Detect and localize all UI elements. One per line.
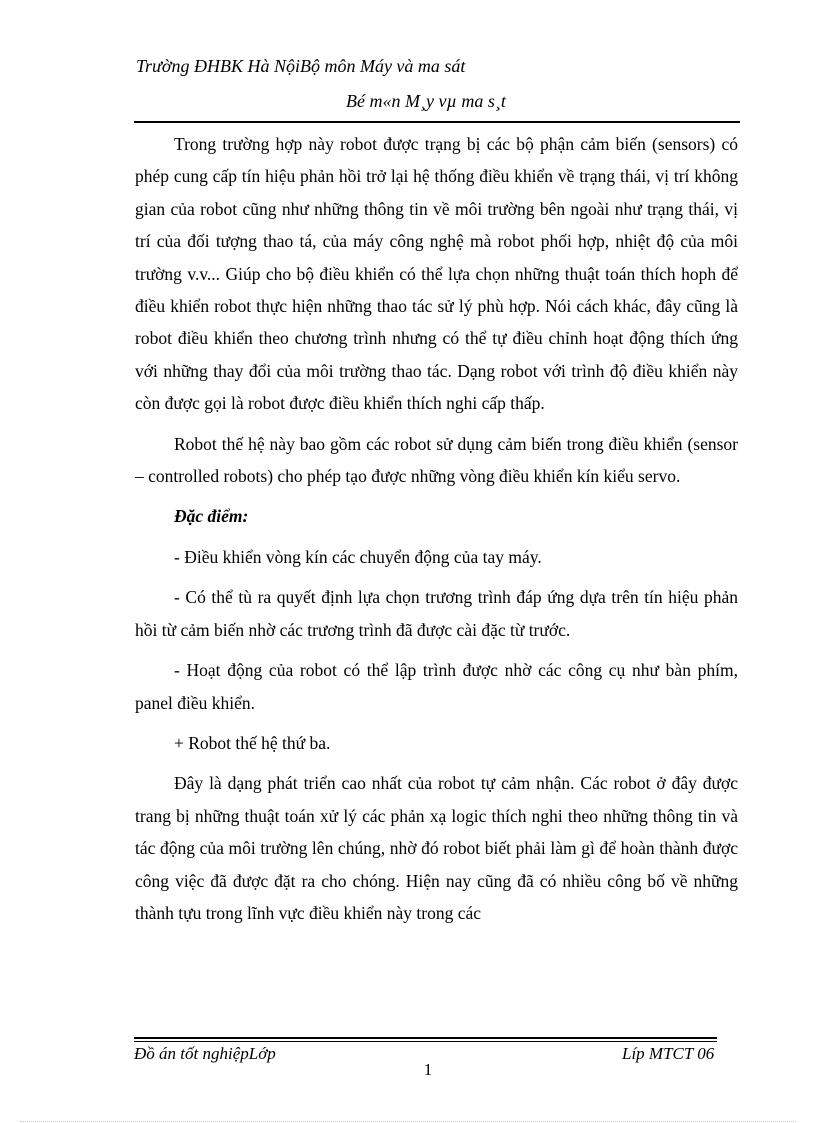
page-number: 1 <box>423 1060 433 1079</box>
bullet-item: - Hoạt động của robot có thể lập trình được nhờ các công cụ như bàn phím, panel điều khiển. <box>135 660 738 713</box>
footer-class-label: Líp MTCT 06 <box>622 1044 715 1063</box>
document-body <box>135 128 738 937</box>
footer-thesis-label: Đồ án tốt nghiệpLớp <box>134 1044 276 1063</box>
body-paragraph: Trong trường hợp này robot được trạng bị các bộ phận cảm biến (sensors) có phép cung cấp tín hiệu phản hồi trở lại hệ thống điều khiển về trạng thái, vị trí không gian của robot cũng như những thông tin về môi trường bên ngoài như trạng thái, vị trí của đối tượng thao tá, của máy công nghệ mà robot phối hợp, nhiệt độ của môi trường v.v... Giúp cho bộ điều khiển có thể lựa chọn những thuật toán thích hoph để điều khiển robot thực hiện những thao tác sử lý phù hợp. Nói cách khác, đây cũng là robot điều khiển theo chương trình nhưng có thể tự điều chỉnh hoạt động thích ứng với những thay đổi của môi trường thao tác. Dạng robot với trình độ điều khiển này còn được gọi là robot được điều khiển thích nghi cấp thấp. <box>135 134 738 414</box>
bullet-item: + Robot thế hệ thứ ba. <box>174 732 331 753</box>
header-department-name: Bé m«n M¸y vµ ma s¸t <box>346 91 506 111</box>
header-divider <box>134 121 740 123</box>
bullet-item: - Có thể tù ra quyết định lựa chọn trương trình đáp ứng dựa trên tín hiệu phản hồi từ cảm biến nhờ các trương trình đã được cài đặc từ trước. <box>135 587 738 640</box>
footer-divider-thick <box>134 1037 717 1039</box>
page-edge-marker <box>20 1121 796 1122</box>
header-school-name: Trường ĐHBK Hà NộiBộ môn Máy và ma sát <box>136 56 466 76</box>
body-paragraph: Đây là dạng phát triển cao nhất của robot tự cảm nhận. Các robot ở đây được trang bị những thuật toán xử lý các phản xạ logic thích nghi theo những thông tin và tác động của môi trường lên chúng, nhờ đó robot biết phải làm gì để hoàn thành được công việc đã được đặt ra cho chóng. Hiện nay cũng đã có nhiều công bố về những thành tựu trong lĩnh vực điều khiển này trong các <box>135 773 738 923</box>
body-paragraph: Robot thế hệ này bao gồm các robot sử dụng cảm biến trong điều khiển (sensor – controlled robots) cho phép tạo được những vòng điều khiển kín kiểu servo. <box>135 433 738 487</box>
footer-divider-thin <box>134 1041 717 1042</box>
bullet-item: - Điều khiển vòng kín các chuyển động của tay máy. <box>174 546 542 567</box>
section-subheading: Đặc điểm: <box>174 506 249 527</box>
